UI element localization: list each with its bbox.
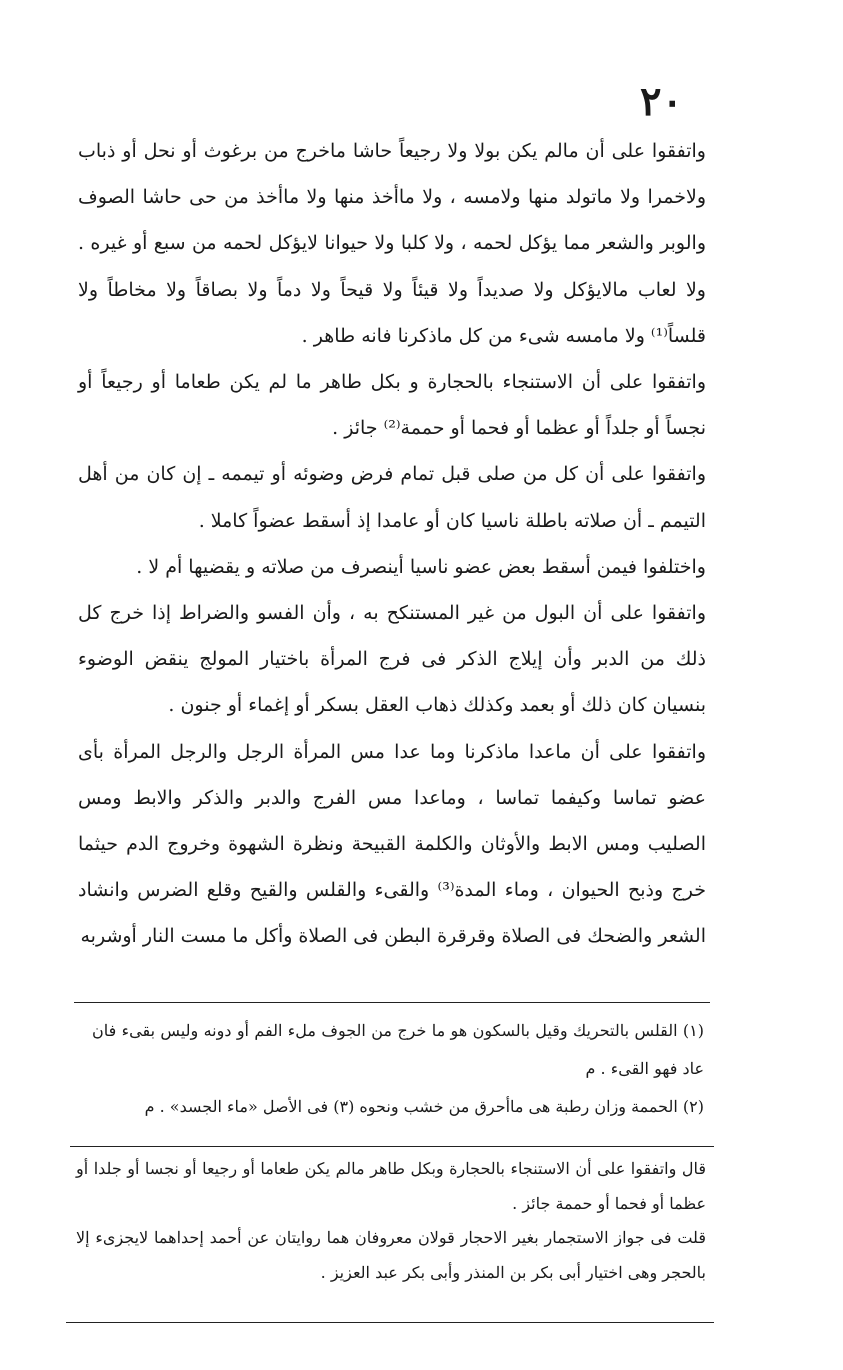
paragraph: واتفقوا على أن البول من غير المستنكح به ، وأن الفسو والضراط إذا خرج كل ذلك من الدبر وأن إيلاج الذكر فى فرج المرأة باختيار المولج ينقض الوضوء بنسيان كان ذلك أو بعمد وكذلك ذهاب العقل بسكر أو إغماء أو جنون .	[78, 602, 706, 717]
paragraph: واتفقوا على أن الاستنجاء بالحجارة و بكل طاهر ما لم يكن طعاما أو رجيعاً أو نجساً أو جلداً أو عظما أو فحما أو حممة⁽²⁾ جائز .	[78, 371, 706, 440]
footnote-divider	[74, 1002, 710, 1003]
page-number: ٢٠	[640, 78, 683, 125]
paragraph: واختلفوا فيمن أسقط بعض عضو ناسيا أينصرف من صلاته و يقضيها أم لا .	[136, 555, 706, 578]
paragraph: واتفقوا على أن ماعدا ماذكرنا وما عدا مس المرأة الرجل والرجل المرأة بأى عضو تماسا وكيفما تماسا ، وماعدا مس الفرج والدبر والذكر والابط ومس الصليب ومس الابط والأوثان والكلمة القبيحة ونظرة الشهوة وخروج الدم حيثما خرج وذبح الحيوان ، وماء المدة⁽³⁾ والقىء والقلس والقيح وقلع الضرس وانشاد الشعر والضحك فى الصلاة وقرقرة البطن فى الصلاة وأكل ما مست النار أوشربه	[78, 740, 706, 948]
paragraph: واتفقوا على أن مالم يكن بولا ولا رجيعاً حاشا ماخرج من برغوث أو نحل أو ذباب ولاخمرا ولا ماتولد منها ولامسه ، ولا ماأخذ منها ولا ماأخذ من حى حاشا الصوف والوبر والشعر مما يؤكل لحمه ، ولا كلبا ولا حيوانا لايؤكل لحمه من سبع أو غيره . ولا لعاب مالايؤكل ولا صديداً ولا قيئاً ولا قيحاً ولا دماً ولا بصاقاً ولا مخاطاً ولا قلساً⁽¹⁾ ولا مامسه شىء من كل ماذكرنا فانه طاهر .	[78, 140, 706, 347]
paragraph: واتفقوا على أن كل من صلى قبل تمام فرض وضوئه أو تيممه ـ إن كان من أهل التيمم ـ أن صلاته باطلة ناسيا كان أو عامدا إذ أسقط عضواً كاملا .	[78, 463, 706, 532]
main-text	[78, 128, 706, 960]
footnote: (٢) الحممة وزان رطبة هى ماأحرق من خشب ونحوه (٣) فى الأصل «ماء الجسد» . م	[144, 1097, 704, 1116]
footnotes	[92, 1012, 704, 1126]
bottom-rule	[66, 1322, 714, 1323]
commentary-paragraph: قال واتفقوا على أن الاستنجاء بالحجارة وبكل طاهر مالم يكن طعاما أو رجيعا أو نجسا أو جلدا أو عظما أو فحما أو حممة جائز .	[76, 1159, 706, 1213]
commentary-divider	[70, 1146, 714, 1147]
commentary	[76, 1152, 706, 1290]
commentary-paragraph: قلت فى جواز الاستجمار بغير الاحجار قولان معروفان هما روايتان عن أحمد إحداهما لايجزىء إلا بالحجر وهى اختيار أبى بكر بن المنذر وأبى بكر عبد العزيز .	[76, 1228, 707, 1282]
footnote: (١) القلس بالتحريك وقيل بالسكون هو ما خرج من الجوف ملء الفم أو دونه وليس بقىء فان عاد فهو القىء . م	[92, 1021, 704, 1078]
